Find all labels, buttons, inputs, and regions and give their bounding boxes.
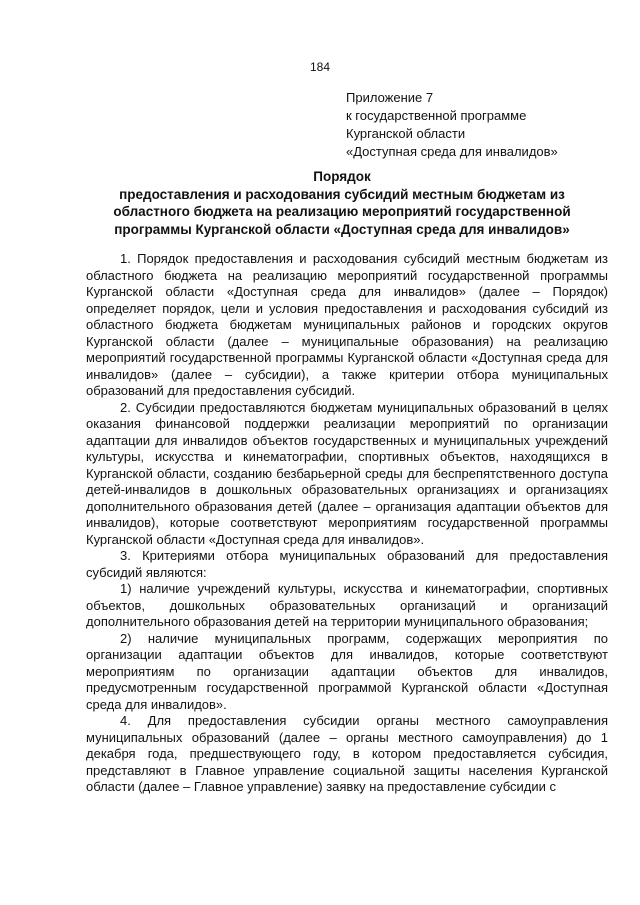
paragraph: 2) наличие муниципальных программ, содержащих мероприятия по организации адаптации объектов для инвалидов, которые соответствуют мероприятиям по организации адаптации объектов для инвалидов, предусмотренным государственной программой Курганской области «Доступная среда для инвалидов». [86,630,608,712]
title-line: Порядок [313,169,371,184]
document-title [86,168,598,238]
appendix-line: Приложение 7 [346,90,434,105]
title-line: предоставления и расходования субсидий местным бюджетам из [119,186,565,202]
document-body [86,251,608,796]
title-line: областного бюджета на реализацию мероприятий государственной [113,204,571,219]
paragraph: 2. Субсидии предоставляются бюджетам муниципальных образований в целях оказания финансовой поддержки реализации мероприятий по организации адаптации для инвалидов объектов государственных и муниципальных учреждений культуры, искусства и кинематографии, спортивных объектов, находящихся в Курганской области, созданию безбарьерной среды для беспрепятственного доступа детей-инвалидов в дошкольных образовательных организациях и организациях дополнительного образования детей (далее – организация адаптации объектов для инвалидов), которые соответствуют мероприятиям государственной программы Курганской области «Доступная среда для инвалидов». [86,399,608,547]
appendix-line: Курганской области [346,126,466,141]
appendix-header [346,89,558,161]
title-line: программы Курганской области «Доступная среда для инвалидов» [114,221,570,237]
appendix-line: «Доступная среда для инвалидов» [346,144,558,159]
paragraph: 1. Порядок предоставления и расходования субсидий местным бюджетам из областного бюджета на реализацию мероприятий государственной программы Курганской области «Доступная среда для инвалидов» (далее – Порядок) определяет порядок, цели и условия предоставления и расходования субсидий из областного бюджета бюджетам муниципальных районов и городских округов Курганской области (далее – муниципальные образования) на реализацию мероприятий государственной программы Курганской области «Доступная среда для инвалидов» (далее – субсидии), а также критерии отбора муниципальных образований для предоставления субсидий. [86,251,608,398]
paragraph: 4. Для предоставления субсидии органы местного самоуправления муниципальных образований (далее – органы местного самоуправления) до 1 декабря года, предшествующего году, в котором предоставляется субсидия, представляют в Главное управление социальной защиты населения Курганской области (далее – Главное управление) заявку на предоставление субсидии с [86,713,608,794]
page-number: 184 [309,60,331,74]
appendix-line: к государственной программе [346,108,527,123]
paragraph: 1) наличие учреждений культуры, искусства и кинематографии, спортивных объектов, дошкольных образовательных организаций и организаций дополнительного образования детей на территории муниципального образования; [86,581,608,629]
paragraph: 3. Критериями отбора муниципальных образований для предоставления субсидий являются: [86,548,608,580]
